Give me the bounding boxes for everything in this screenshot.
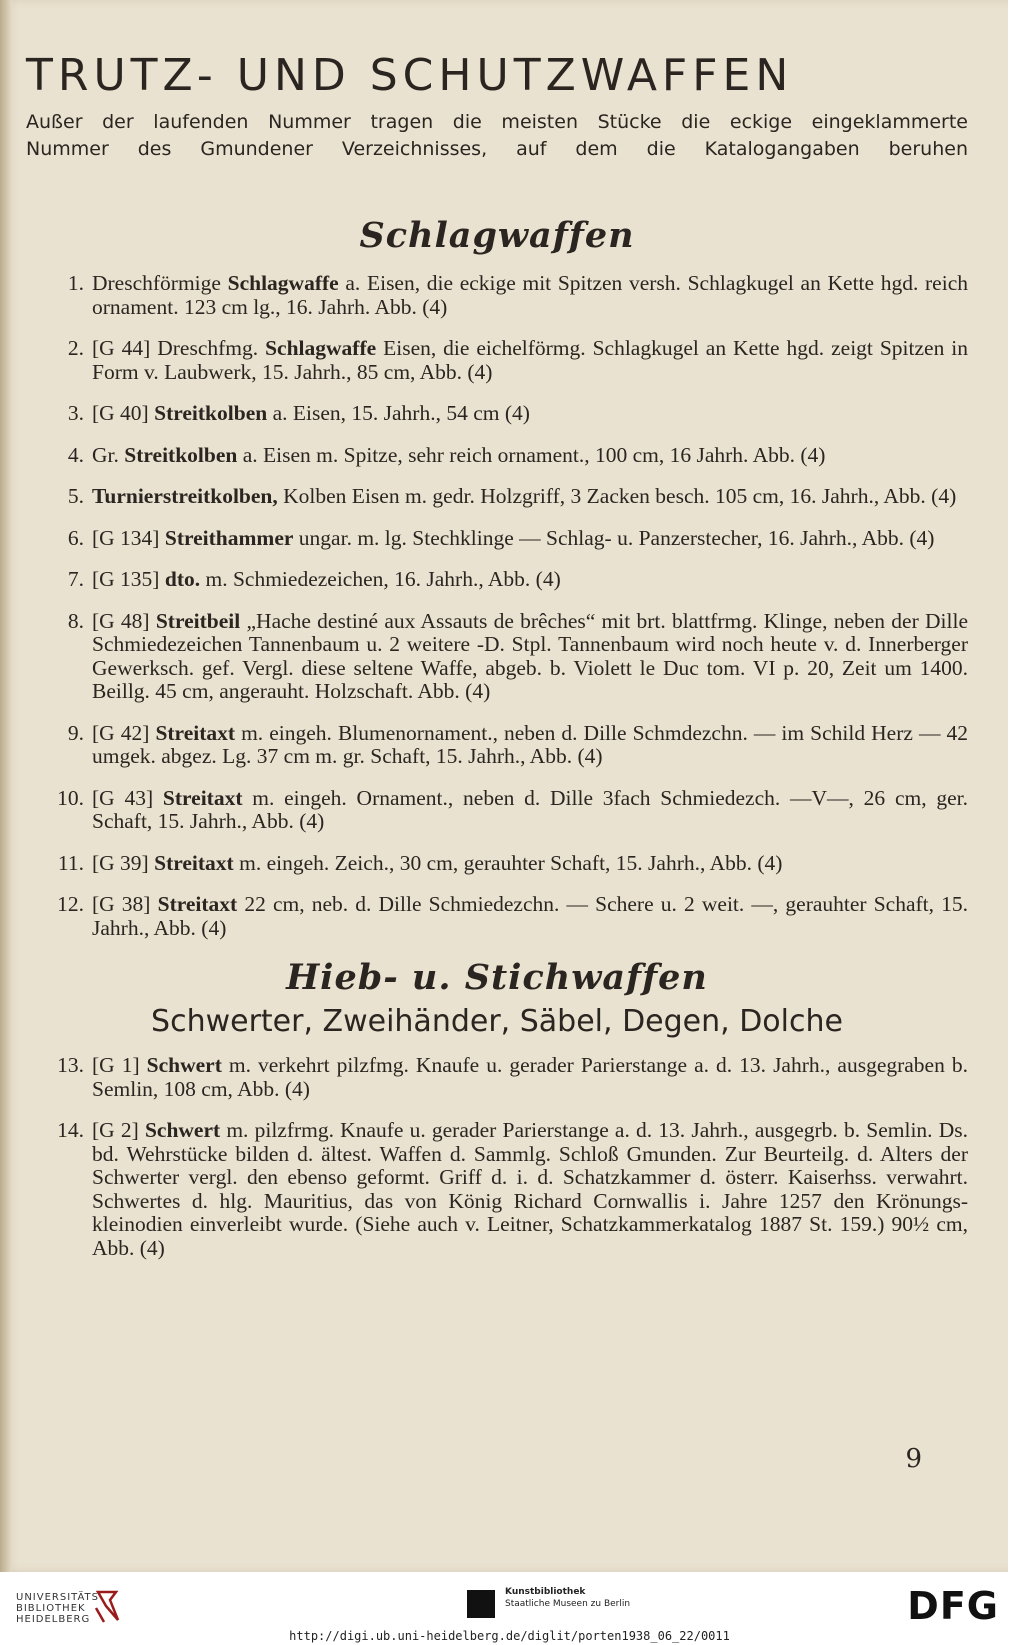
entry-prefix: [G 2] [92,1118,145,1142]
entry-prefix: [G 40] [92,401,155,425]
entry-prefix: Gr. [92,442,125,467]
entry-description [92,568,968,592]
catalog-entry [26,787,968,834]
entry-description [92,787,968,834]
entry-text: m. Schmiedezeichen, 16. Jahrh., Abb. (4) [200,567,561,591]
catalog-entry [26,402,968,426]
page-number: 9 [905,1444,922,1474]
catalog-entry [26,722,968,769]
page-binding-edge [0,0,12,1572]
entry-text: „Hache destiné aux Assauts de brêches“ mit brt. blattfrmg. Klinge, neben der Dille Schmiedezeichen Tannenbaum u. 2 weitere -D. Stpl. Tannenbaum wird noch heute v. d. Innerberger Gewerksch. gef. Vergl. diese seltene Waffe, abgeb. b. Violett le Duc tom. VI p. 20, Zeit um 1400. Beillg. 45 cm, angerauht. Holzschaft. Abb. (4) [92,608,968,703]
entry-number: 2. [67,336,84,360]
entry-item-name: Streitbeil [155,608,241,633]
entry-text: m. pilzfrmg. Knaufe u. gerader Parierstange a. d. 13. Jahrh., ausgegrb. b. Semlin. Ds. bd. Wehrstücke bilden d. ältest. Waffen d. Sammlg. Schloß Gmunden. Zur Beurteilg. d. Alters der Schwerter vergl. den ebenso geformt. Griff d. i. d. Schatzkammer d. österr. Kaiserhss. verwahrt. Schwertes d. hlg. Mauritius, das von König Richard Cornwallis i. Jahre 1257 den Krönungs-kleinodien einverleibt wurde. (Siehe auch v. Leitner, Schatzkammerkatalog 1887 St. 159.) 90½ cm, Abb. (4) [92,1118,968,1260]
entry-text: Eisen, die eichelförmg. Schlagkugel an Kette hgd. zeigt Spitzen in Form v. Laubwerk, 15. Jahrh., 85 cm, Abb. (4) [92,336,968,384]
university-library-logo[interactable] [16,1592,104,1625]
catalog-entry [26,527,968,551]
entry-number: 11. [57,850,84,875]
entry-prefix: [G 1] [92,1053,147,1077]
entry-item-name: Streitaxt [154,850,234,875]
entry-description [92,852,968,876]
university-emblem-icon [94,1588,122,1624]
university-logo-line: UNIVERSITÄTS- [16,1592,104,1603]
entry-text: a. Eisen m. Spitze, sehr reich ornament., 100 cm, 16 Jahrh. Abb. (4) [237,442,826,467]
entry-prefix: [G 134] [92,525,165,550]
intro-line-2: Nummer des Gmundener Verzeichnisses, auf dem die Katalogangaben beruhen [26,138,968,160]
catalog-entry [26,852,968,876]
entry-number: 9. [67,720,84,745]
entry-number: 6. [67,525,84,550]
entry-description [92,893,968,940]
catalog-entry [26,272,968,319]
entry-description [92,722,968,769]
catalog-entry [26,337,968,384]
entry-description [92,1119,968,1260]
entry-item-name: Schwert [144,1118,221,1142]
entry-text: a. Eisen, 15. Jahrh., 54 cm (4) [267,401,530,425]
entry-number: 4. [67,442,84,467]
entry-number: 3. [67,401,84,425]
entry-item-name: Streitkolben [154,401,268,425]
catalog-entry [26,1119,968,1260]
catalog-entry [26,485,968,509]
entry-description [92,527,968,551]
entry-item-name: Schwert [146,1053,222,1077]
entry-text: a. Eisen, die eckige mit Spitzen versh. Schlagkugel an Kette hgd. reich ornament. 123 cm lg., 16. Jahrh. Abb. (4) [92,271,968,319]
kunstbibliothek-subtitle: Staatliche Museen zu Berlin [505,1599,631,1609]
entry-prefix: [G 39] [92,850,155,875]
entry-item-name: dto. [164,567,201,591]
footer-bar [0,1572,1019,1645]
entry-description [92,485,968,509]
page-url[interactable]: http://digi.ub.uni-heidelberg.de/diglit/porten1938_06_22/0011 [289,1629,730,1643]
entry-item-name: Schlagwaffe [227,271,339,295]
entry-item-name: Streithammer [164,525,294,550]
entry-number: 13. [57,1053,84,1077]
entry-item-name: Streitkolben [124,442,238,467]
page-text [26,40,968,1278]
entry-number: 7. [67,567,84,591]
entry-number: 10. [57,785,84,810]
page-title: TRUTZ- UND SCHUTZWAFFEN [26,50,794,101]
entry-text: m. eingeh. Blumenornament., neben d. Dille Schmdezchn. — im Schild Herz — 42 umgek. abgez. Lg. 37 cm m. gr. Schaft, 15. Jahrh., Abb. (4) [92,720,968,768]
entry-description [92,402,968,426]
entry-description [92,610,968,704]
entry-item-name: Turnierstreitkolben, [92,484,278,508]
catalog-entry [26,1054,968,1101]
entry-item-name: Streitaxt [162,785,243,810]
entry-text: ungar. m. lg. Stechklinge — Schlag- u. Panzerstecher, 16. Jahrh., Abb. (4) [293,525,935,550]
entry-number: 14. [57,1118,84,1142]
entry-number: 5. [67,484,84,508]
catalog-entry [26,610,968,704]
section-subtitle: Schwerter, Zweihänder, Säbel, Degen, Dolche [151,1004,843,1039]
entry-prefix: [G 42] [92,720,156,745]
catalog-entry [26,444,968,468]
entry-text: m. eingeh. Zeich., 30 cm, gerauhter Schaft, 15. Jahrh., Abb. (4) [233,850,783,875]
section2-entry-list [26,1054,968,1260]
section-title-schlagwaffen: Schlagwaffen [359,215,635,256]
catalog-entry [26,568,968,592]
kunstbibliothek-logo-text [505,1586,630,1610]
catalog-entry [26,893,968,940]
entry-prefix: [G 43] [92,785,163,810]
section-title-hieb-stichwaffen: Hieb- u. Stichwaffen [286,957,708,998]
entry-item-name: Streitaxt [155,720,236,745]
entry-number: 8. [67,608,84,633]
entry-text: Kolben Eisen m. gedr. Holzgriff, 3 Zacken besch. 105 cm, 16. Jahrh., Abb. (4) [277,484,957,508]
entry-text: 22 cm, neb. d. Dille Schmiedezchn. — Schere u. 2 weit. —, gerauhter Schaft, 15. Jahrh., Abb. (4) [92,892,968,940]
kunstbibliothek-name: Kunstbibliothek [505,1587,586,1597]
entry-prefix: [G 38] [92,892,158,916]
entry-prefix: [G 135] [92,567,165,591]
entry-prefix: [G 48] [92,608,156,633]
entry-description [92,444,968,468]
entry-description [92,272,968,319]
entry-text: m. eingeh. Ornament., neben d. Dille 3fach Schmiedezch. —V—, 26 cm, ger. Schaft, 15. Jahrh., Abb. (4) [92,785,968,833]
entry-item-name: Schlagwaffe [265,336,377,360]
entry-description [92,337,968,384]
entry-text: m. verkehrt pilzfmg. Knaufe u. gerader Parierstange a. d. 13. Jahrh., ausgegraben b. Semlin, 108 cm, Abb. (4) [92,1053,968,1101]
entry-prefix: Dreschförmige [92,271,228,295]
entry-description [92,1054,968,1101]
kunstbibliothek-logo-icon[interactable] [467,1590,495,1618]
entry-item-name: Streitaxt [157,892,238,916]
university-logo-line: BIBLIOTHEK [16,1603,86,1614]
entry-prefix: [G 44] Dreschfmg. [92,336,266,360]
entry-number: 12. [57,892,84,916]
intro-line-1: Außer der laufenden Nummer tragen die meisten Stücke die eckige eingeklammerte [26,111,968,133]
dfg-logo[interactable]: DFG [907,1584,999,1628]
entry-number: 1. [67,271,84,295]
section1-entry-list [26,272,968,940]
university-logo-line: HEIDELBERG [16,1614,91,1625]
